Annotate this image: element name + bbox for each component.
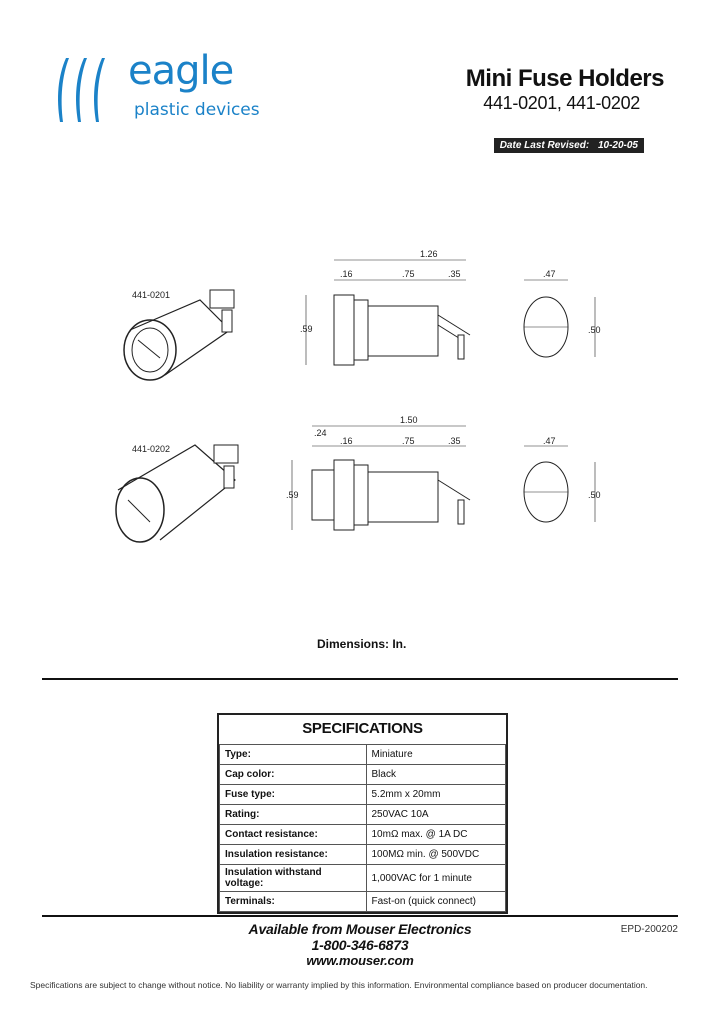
part-numbers: 441-0201, 441-0202 bbox=[483, 93, 640, 113]
logo-subtitle: plastic devices bbox=[134, 100, 260, 120]
revised-badge bbox=[494, 138, 644, 153]
table-row: Type: Miniature bbox=[220, 745, 506, 765]
units-note: Dimensions: In. bbox=[317, 637, 407, 651]
technical-drawings bbox=[0, 240, 720, 560]
website-link[interactable]: www.mouser.com bbox=[306, 953, 414, 968]
part2-d0: .24 bbox=[314, 428, 327, 438]
part1-end-height: .50 bbox=[588, 325, 601, 335]
part2-height: .59 bbox=[286, 490, 299, 500]
part1-d1: .16 bbox=[340, 269, 353, 279]
specifications-title: SPECIFICATIONS bbox=[302, 720, 423, 737]
logo-stripes-icon bbox=[48, 52, 128, 132]
table-row: Insulation resistance: 100MΩ min. @ 500VDC bbox=[220, 845, 506, 865]
revised-date: 10-20-05 bbox=[597, 140, 638, 151]
part2-photo bbox=[116, 444, 238, 542]
divider-top bbox=[42, 678, 678, 680]
part2-d1: .16 bbox=[340, 436, 353, 446]
part2-d2: .75 bbox=[402, 436, 415, 446]
phone-number: 1-800-346-6873 bbox=[311, 937, 409, 953]
part1-end-width: .47 bbox=[543, 269, 556, 279]
part2-end-width: .47 bbox=[543, 436, 556, 446]
part1-side-view bbox=[300, 249, 470, 365]
page-title: Mini Fuse Holders bbox=[465, 65, 664, 92]
part1-end-view bbox=[524, 269, 601, 357]
part1-height: .59 bbox=[300, 324, 313, 334]
part1-d2: .75 bbox=[402, 269, 415, 279]
part1-overall: 1.26 bbox=[420, 249, 438, 259]
logo bbox=[48, 48, 278, 132]
part1-photo bbox=[124, 290, 234, 380]
part2-d3: .35 bbox=[448, 436, 461, 446]
part2-end-height: .50 bbox=[588, 490, 601, 500]
specifications-table bbox=[217, 713, 508, 914]
table-row: Cap color: Black bbox=[220, 765, 506, 785]
part2-end-view bbox=[524, 436, 601, 522]
part2-side-view bbox=[286, 415, 470, 530]
table-row: Terminals: Fast-on (quick connect) bbox=[220, 892, 506, 912]
part2-overall: 1.50 bbox=[400, 415, 418, 425]
disclaimer: Specifications are subject to change without notice. No liability or warranty implied by this information. Environmental compliance based on producer documentation. bbox=[30, 980, 648, 990]
doc-code: EPD-200202 bbox=[620, 924, 678, 935]
table-row: Contact resistance: 10mΩ max. @ 1A DC bbox=[220, 825, 506, 845]
part1-label: 441-0201 bbox=[132, 290, 171, 300]
part1-d3: .35 bbox=[448, 269, 461, 279]
logo-word: eagle bbox=[128, 48, 234, 94]
table-row: Fuse type: 5.2mm x 20mm bbox=[220, 785, 506, 805]
table-row: Insulation withstand voltage: 1,000VAC for 1 minute bbox=[220, 865, 506, 892]
table-row: Rating: 250VAC 10A bbox=[220, 805, 506, 825]
divider-bottom bbox=[42, 915, 678, 917]
availability-text: Available from Mouser Electronics bbox=[248, 921, 472, 937]
revised-label: Date Last Revised: bbox=[499, 140, 590, 151]
part2-label: 441-0202 bbox=[132, 444, 171, 454]
